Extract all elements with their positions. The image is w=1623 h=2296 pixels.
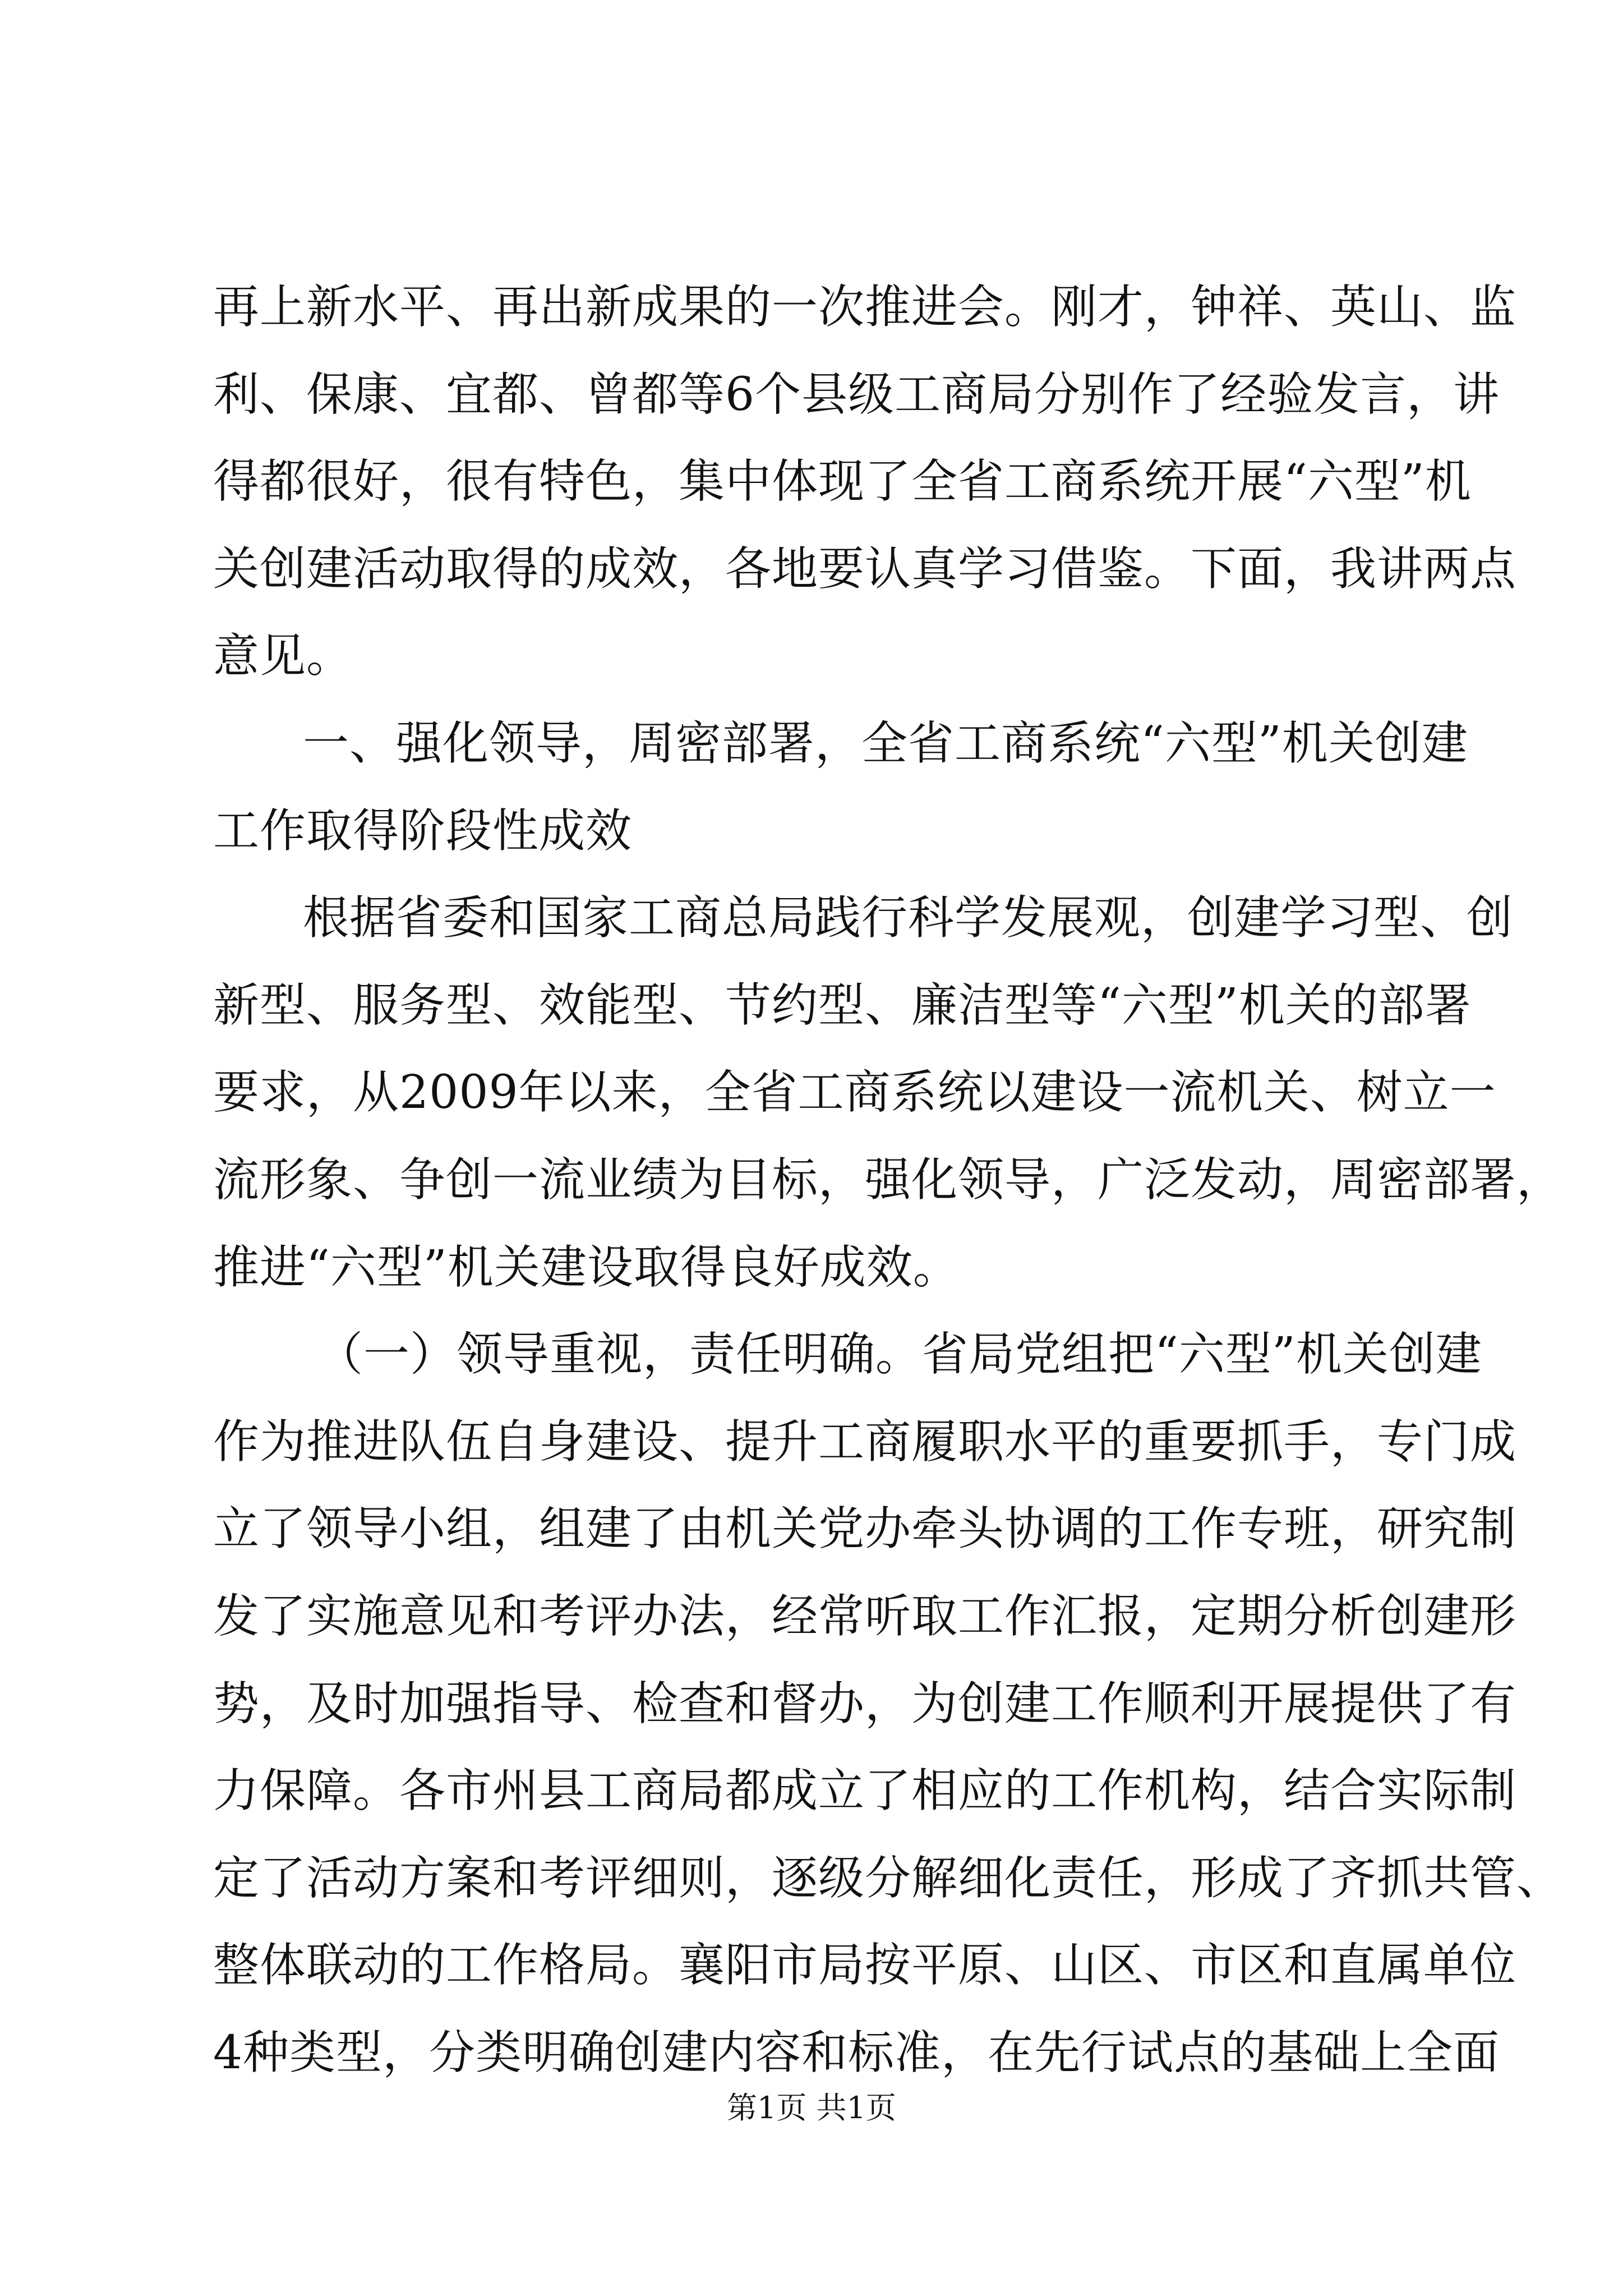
body-text-line: 利、保康、宜都、曾都等6个县级工商局分别作了经验发言，讲 [213, 367, 1500, 421]
body-text-line: 势，及时加强指导、检查和督办，为创建工作顺利开展提供了有 [213, 1677, 1517, 1731]
body-text-line: 关创建活动取得的成效，各地要认真学习借鉴。下面，我讲两点 [213, 542, 1517, 596]
body-text-line: 根据省委和国家工商总局践行科学发展观，创建学习型、创 [303, 891, 1514, 945]
body-text-line: 定了活动方案和考评细则，逐级分解细化责任，形成了齐抓共管、 [213, 1851, 1564, 1905]
section-heading-line: 工作取得阶段性成效 [213, 804, 633, 858]
body-text-line: 新型、服务型、效能型、节约型、廉洁型等“六型”机关的部署 [213, 978, 1472, 1032]
body-text-line: 作为推进队伍自身建设、提升工商履职水平的重要抓手，专门成 [213, 1415, 1517, 1469]
section-heading-line: 一、强化领导，周密部署，全省工商系统“六型”机关创建 [303, 717, 1468, 770]
body-text-line: 要求，从2009年以来，全省工商系统以建设一流机关、树立一 [213, 1066, 1496, 1120]
body-text-line: 得都很好，很有特色，集中体现了全省工商系统开展“六型”机 [213, 455, 1472, 509]
body-text-line: 意见。 [213, 629, 353, 683]
body-text-line: 流形象、争创一流业绩为目标，强化领导，广泛发动，周密部署， [213, 1153, 1564, 1207]
body-text-line: 再上新水平、再出新成果的一次推进会。刚才，钟祥、英山、监 [213, 280, 1517, 334]
subsection-heading-line: （一）领导重视，责任明确。省局党组把“六型”机关创建 [317, 1328, 1482, 1382]
body-text-line: 立了领导小组，组建了由机关党办牵头协调的工作专班，研究制 [213, 1502, 1517, 1556]
body-text-line: 发了实施意见和考评办法，经常听取工作汇报，定期分析创建形 [213, 1590, 1517, 1643]
body-text-line: 4种类型，分类明确创建内容和标准，在先行试点的基础上全面 [213, 2026, 1500, 2079]
body-text-line: 整体联动的工作格局。襄阳市局按平原、山区、市区和直属单位 [213, 1939, 1517, 1993]
body-text-line: 力保障。各市州县工商局都成立了相应的工作机构，结合实际制 [213, 1764, 1517, 1818]
body-text-line: 推进“六型”机关建设取得良好成效。 [213, 1240, 960, 1294]
page-footer: 第1页 共1页 [727, 2090, 896, 2125]
